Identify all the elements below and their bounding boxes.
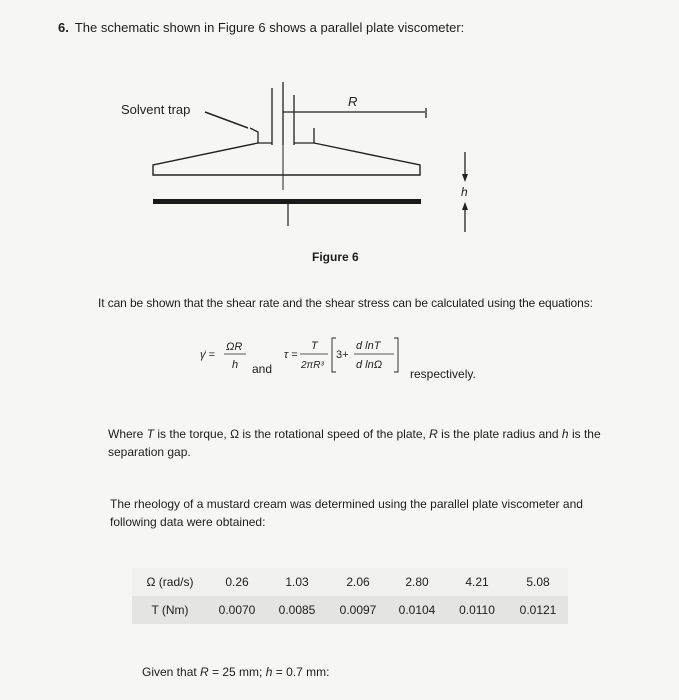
torque-cell: 0.0085 (266, 596, 328, 624)
question-text: The schematic shown in Figure 6 shows a parallel plate viscometer: (74, 20, 465, 35)
gap-arrowhead-bottom (462, 202, 468, 210)
stress-numerator: T (311, 340, 318, 352)
equations (0, 330, 679, 390)
var-R: R (429, 427, 438, 441)
torque-cell: 0.0104 (388, 596, 446, 624)
data-table (132, 568, 568, 624)
bracket-prefix: 3+ (336, 349, 349, 361)
var-T: T (146, 427, 155, 441)
question-number: 6. (58, 20, 69, 35)
variable-definitions (108, 425, 608, 461)
intro-text: It can be shown that the shear rate and the shear stress can be calculated using the equations: (98, 296, 593, 310)
stress-denominator: 2πR³ (301, 360, 324, 371)
gap-label: h (461, 185, 468, 199)
omega-cell: 2.06 (328, 568, 388, 596)
var-text-3: is the plate radius and (437, 427, 562, 441)
given-prefix: Given that (142, 665, 201, 679)
bottom-plate (153, 199, 421, 204)
omega-cell: 1.03 (266, 568, 328, 596)
torque-cell: 0.0097 (328, 596, 388, 624)
torque-row (132, 596, 568, 624)
omega-row (132, 568, 568, 596)
equation-connector: and (252, 362, 273, 376)
viscometer-schematic (0, 0, 679, 250)
omega-cell: 2.80 (388, 568, 446, 596)
var-text-line2: separation gap. (108, 445, 191, 459)
omega-header: Ω (rad/s) (132, 568, 208, 596)
stress-lhs: τ = (284, 349, 298, 361)
given-values (142, 665, 329, 679)
given-R: R (200, 665, 209, 679)
solvent-trap-pointer (205, 112, 248, 128)
omega-cell: 4.21 (446, 568, 508, 596)
torque-header: T (Nm) (132, 596, 208, 624)
var-text-2: is the torque, Ω is the rotational speed of the plate, (154, 427, 430, 441)
derivative-numerator: d lnT (356, 340, 381, 352)
rheology-line-2: following data were obtained: (110, 515, 266, 529)
given-h: h (265, 665, 273, 679)
torque-cell: 0.0121 (508, 596, 568, 624)
shear-rate-lhs: γ̇ = (200, 349, 215, 361)
var-h: h (561, 427, 569, 441)
var-text-1: Where (108, 427, 147, 441)
given-r-value: = 25 mm; (208, 665, 266, 679)
torque-cell: 0.0070 (208, 596, 266, 624)
rheology-paragraph (110, 495, 610, 531)
rheology-line-1: The rheology of a mustard cream was determined using the parallel plate viscometer and (110, 497, 583, 511)
solvent-trap-cup (250, 128, 272, 143)
shear-rate-denominator: h (232, 359, 239, 371)
derivative-denominator: d lnΩ (356, 359, 383, 371)
radius-label: R (348, 94, 358, 109)
solvent-trap-label: Solvent trap (121, 102, 191, 117)
var-text-4: is the (568, 427, 601, 441)
omega-cell: 5.08 (508, 568, 568, 596)
omega-cell: 0.26 (208, 568, 266, 596)
gap-arrowhead-top (462, 174, 468, 182)
figure-caption: Figure 6 (312, 250, 359, 264)
torque-cell: 0.0110 (446, 596, 508, 624)
solvent-trap-cup-right (294, 128, 314, 143)
equation-suffix: respectively. (410, 367, 476, 381)
right-bracket (394, 338, 398, 372)
given-h-value: = 0.7 mm: (272, 665, 330, 679)
top-plate (153, 143, 420, 175)
shear-rate-numerator: ΩR (226, 341, 243, 353)
